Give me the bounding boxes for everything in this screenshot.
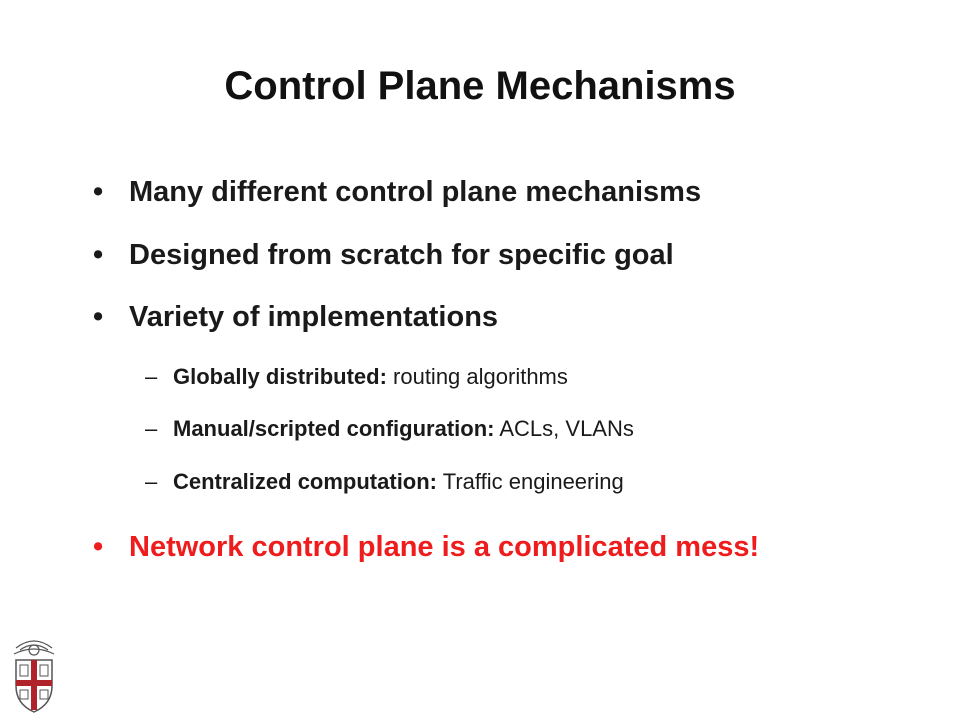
sub-bullet-detail: ACLs, VLANs: [494, 416, 634, 441]
sub-bullet-text: [173, 362, 568, 392]
bullet-text: Variety of implementations: [129, 301, 499, 333]
university-crest-logo: [6, 630, 62, 714]
sub-bullet-marker: –: [145, 416, 158, 441]
sub-bullet-text: [173, 467, 624, 497]
conclusion-text: Network control plane is a complicated mess!: [129, 531, 760, 563]
slide-title: Control Plane Mechanisms: [224, 64, 736, 108]
sub-bullet-marker: –: [145, 364, 158, 389]
bullet-marker: •: [93, 176, 104, 208]
sub-bullet-detail: Traffic engineering: [437, 469, 624, 494]
sub-bullet-marker: –: [145, 469, 158, 494]
bullet-marker: •: [93, 301, 104, 333]
sub-bullet-detail: routing algorithms: [386, 364, 568, 389]
bullet-marker: •: [93, 239, 104, 271]
sub-bullet-term: Manual/scripted configuration:: [173, 416, 495, 441]
sub-bullet-term: Globally distributed:: [173, 364, 387, 389]
sub-bullet-text: [173, 414, 634, 444]
bullet-marker: •: [93, 531, 104, 563]
bullet-text: Designed from scratch for specific goal: [129, 239, 674, 271]
sub-bullet-term: Centralized computation:: [173, 469, 438, 494]
bullet-text: Many different control plane mechanisms: [129, 176, 702, 208]
